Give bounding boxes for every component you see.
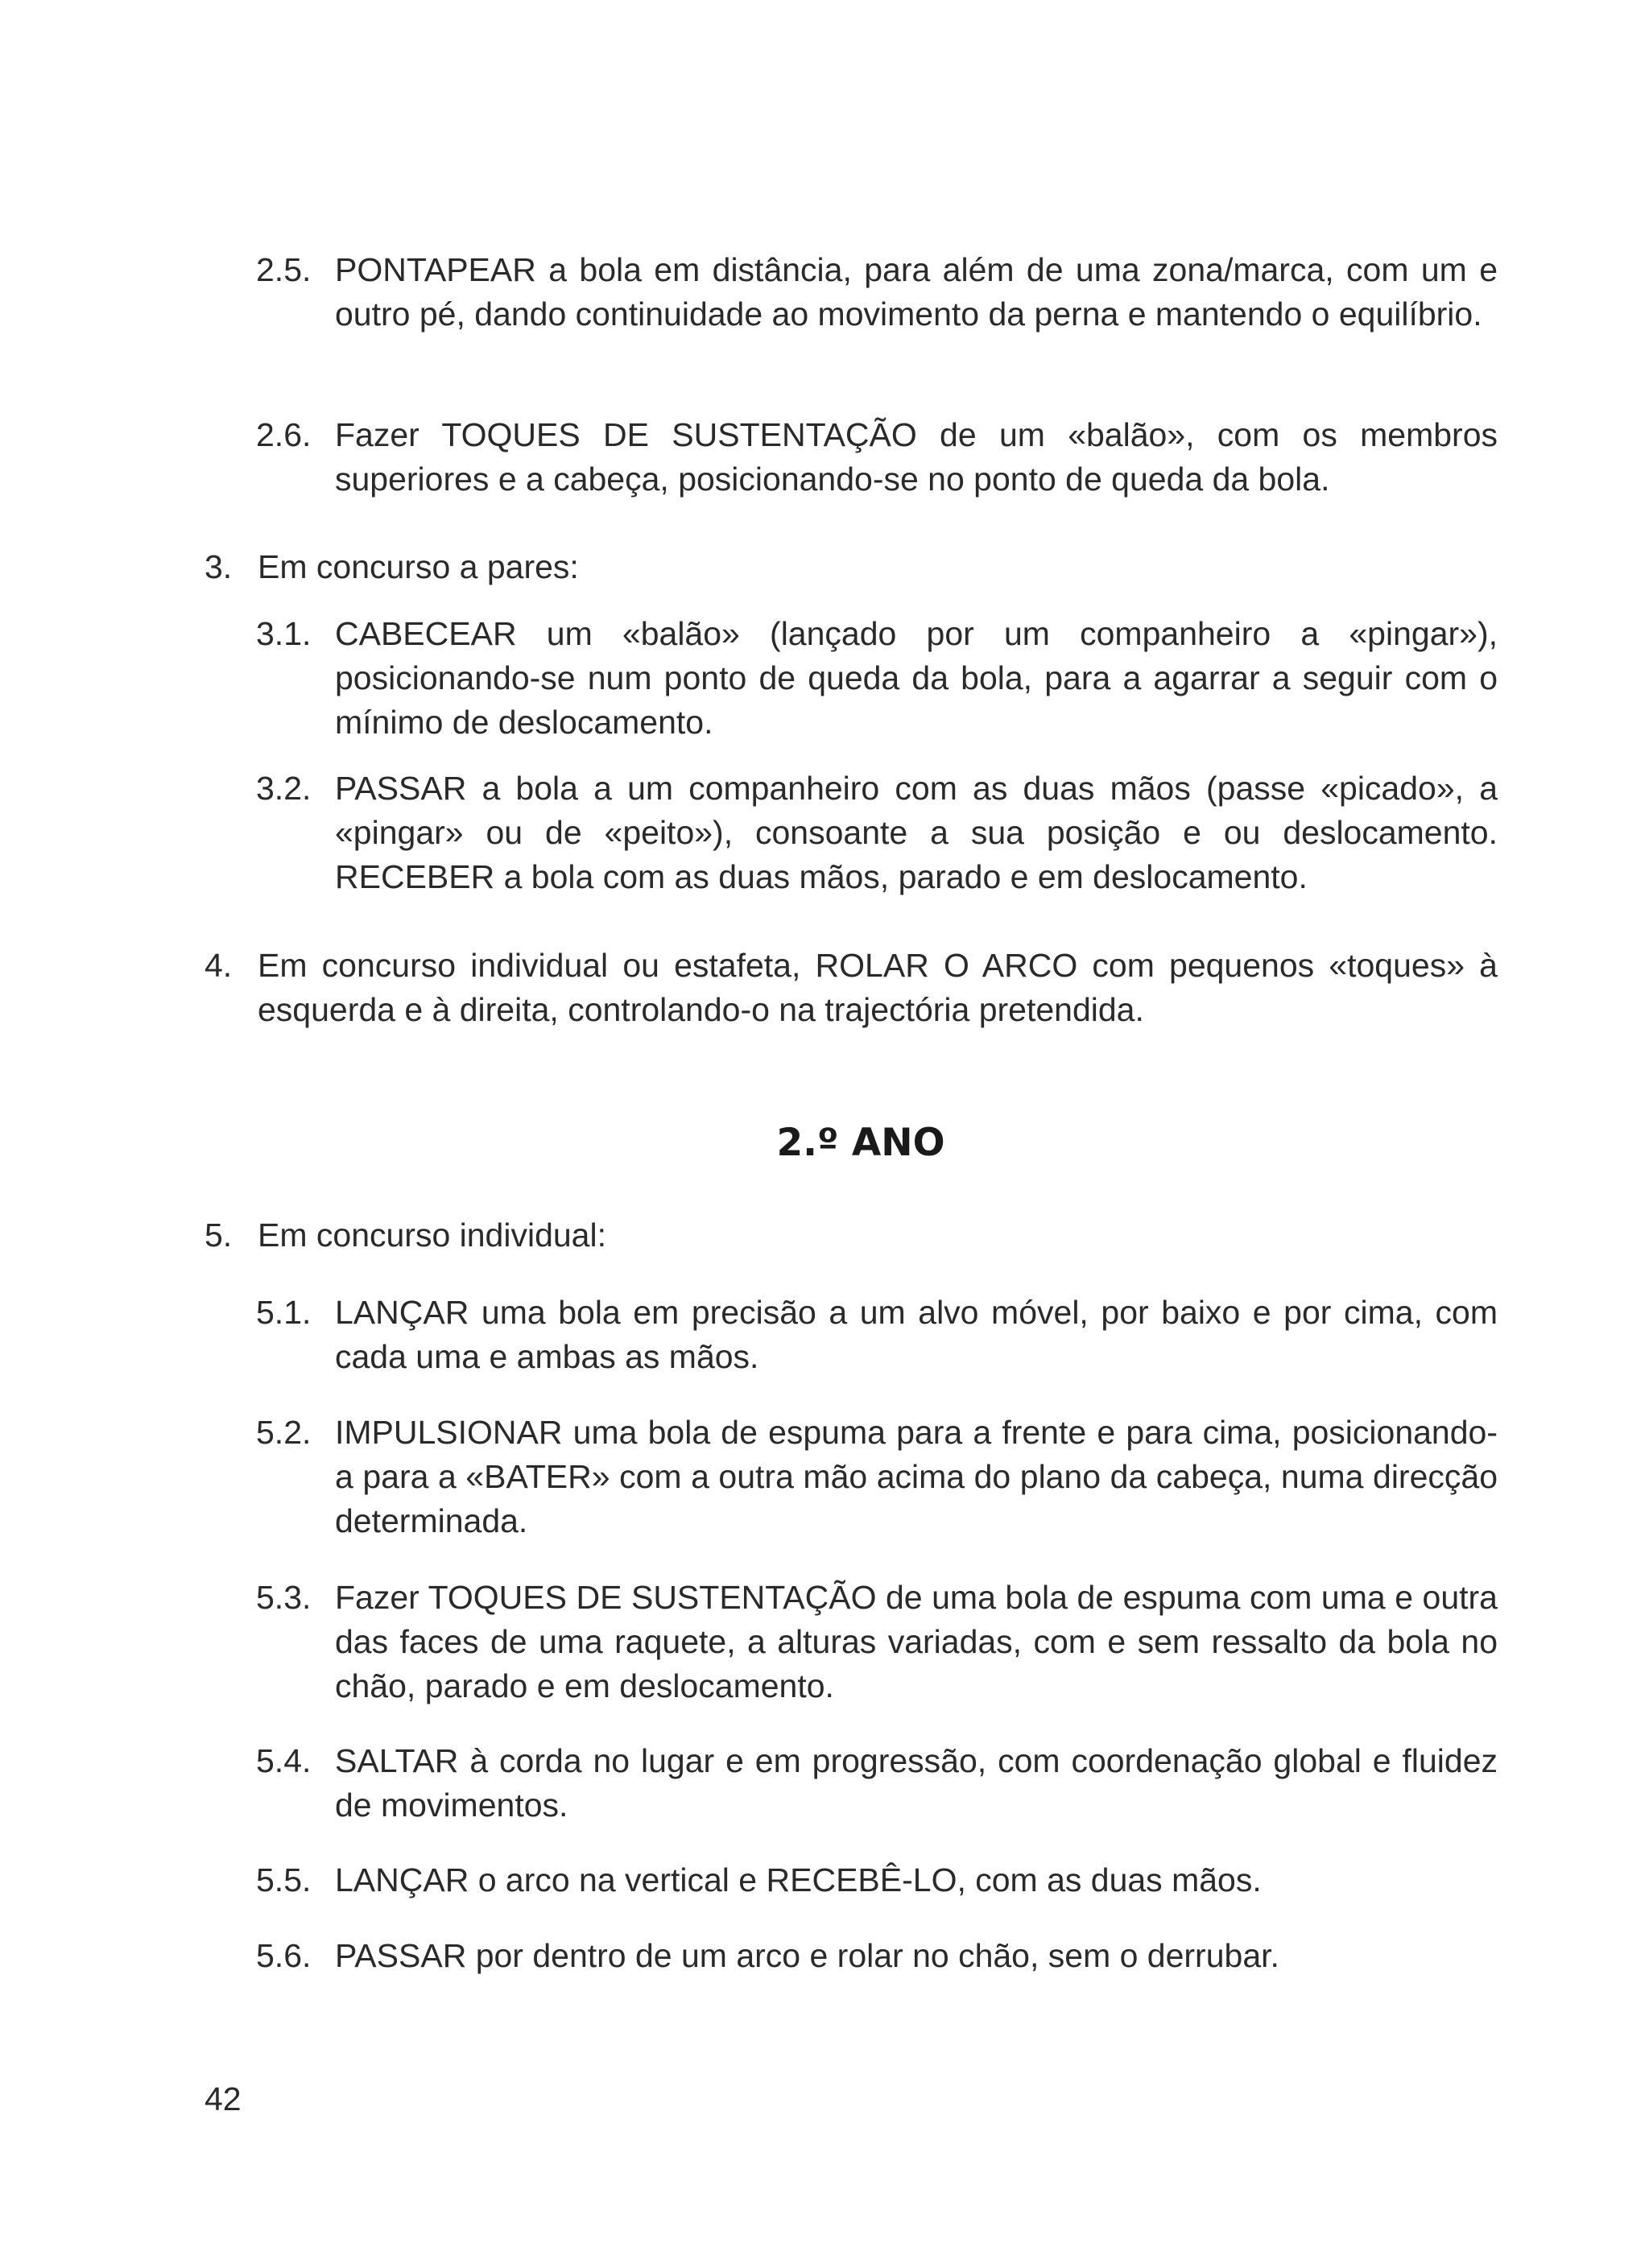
section-heading bbox=[0, 1119, 1649, 1167]
item-3-1 bbox=[256, 612, 1498, 745]
item-3-2 bbox=[256, 766, 1498, 899]
item-number: 3.2. bbox=[256, 770, 312, 807]
item-text: Em concurso individual ou estafeta, ROLAR O ARCO com pequenos «toques» à esquerda e à direita, controlando-o na trajectória pretendida. bbox=[258, 947, 1498, 1028]
item-number: 5.1. bbox=[256, 1294, 312, 1331]
item-5-2 bbox=[256, 1411, 1498, 1543]
item-4 bbox=[205, 944, 1498, 1032]
item-number: 5.4. bbox=[256, 1742, 312, 1779]
item-5-4 bbox=[256, 1739, 1498, 1828]
item-number: 5.3. bbox=[256, 1579, 312, 1616]
item-number: 5. bbox=[205, 1217, 233, 1254]
item-number: 5.2. bbox=[256, 1414, 312, 1451]
item-text: IMPULSIONAR uma bola de espuma para a frente e para cima, posicionando-a para a «BATER» com a outra mão acima do plano da cabeça, numa direcção determinada. bbox=[335, 1414, 1498, 1539]
item-2-5 bbox=[256, 248, 1498, 337]
item-text: Em concurso a pares: bbox=[258, 548, 579, 585]
item-number: 4. bbox=[205, 947, 233, 984]
item-text: PASSAR por dentro de um arco e rolar no chão, sem o derrubar. bbox=[335, 1937, 1279, 1974]
item-5 bbox=[205, 1213, 1498, 1258]
item-number: 5.6. bbox=[256, 1937, 312, 1974]
item-text: Fazer TOQUES DE SUSTENTAÇÃO de uma bola de espuma com uma e outra das faces de uma raquete, a alturas variadas, com e sem ressalto da bola no chão, parado e em deslocamento. bbox=[335, 1579, 1498, 1704]
section-heading-text: 2.º ANO bbox=[776, 1121, 945, 1165]
item-2-6 bbox=[256, 413, 1498, 502]
item-text: CABECEAR um «balão» (lançado por um companheiro a «pingar»), posicionando-se num ponto de queda da bola, para a agarrar a seguir com o mínimo de deslocamento. bbox=[335, 615, 1498, 741]
item-text: LANÇAR o arco na vertical e RECEBÊ-LO, com as duas mãos. bbox=[335, 1861, 1262, 1898]
item-text: PONTAPEAR a bola em distância, para além de uma zona/marca, com um e outro pé, dando continuidade ao movimento da perna e mantendo o equilíbrio. bbox=[335, 251, 1498, 333]
item-number: 5.5. bbox=[256, 1861, 312, 1898]
page-number: 42 bbox=[205, 2080, 242, 2117]
item-5-1 bbox=[256, 1291, 1498, 1379]
item-3 bbox=[205, 545, 1498, 589]
item-text: SALTAR à corda no lugar e em progressão, com coordenação global e fluidez de movimentos. bbox=[335, 1742, 1498, 1824]
item-number: 3. bbox=[205, 548, 233, 585]
item-5-3 bbox=[256, 1576, 1498, 1708]
item-5-6 bbox=[256, 1934, 1498, 1978]
item-text: Fazer TOQUES DE SUSTENTAÇÃO de um «balão», com os membros superiores e a cabeça, posicionando-se no ponto de queda da bola. bbox=[335, 416, 1498, 498]
item-number: 3.1. bbox=[256, 615, 312, 652]
item-5-5 bbox=[256, 1858, 1498, 1902]
item-number: 2.5. bbox=[256, 251, 312, 288]
item-text: LANÇAR uma bola em precisão a um alvo móvel, por baixo e por cima, com cada uma e ambas as mãos. bbox=[335, 1294, 1498, 1375]
item-text: Em concurso individual: bbox=[258, 1217, 606, 1254]
item-number: 2.6. bbox=[256, 416, 312, 453]
item-text: PASSAR a bola a um companheiro com as duas mãos (passe «picado», a «pingar» ou de «peito»), consoante a sua posição e ou deslocamento. RECEBER a bola com as duas mãos, parado e em deslocamento. bbox=[335, 770, 1498, 895]
